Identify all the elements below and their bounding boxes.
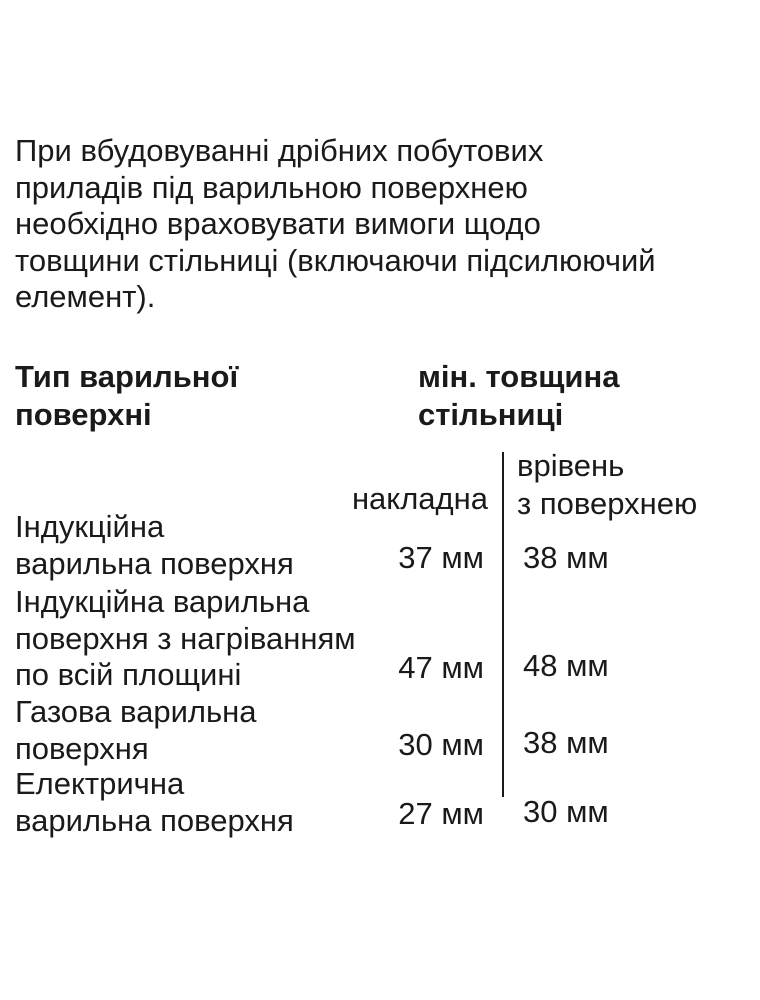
subheader-overlay: накладна <box>351 481 488 516</box>
header-cooktop-type: Тип варильної поверхні <box>15 359 239 432</box>
header-min-thickness: мін. товщина стільниці <box>418 359 620 432</box>
row-value-overlay-full-area-induction: 47 мм <box>398 650 484 685</box>
row-type-electric: Електрична варильна поверхня <box>15 766 294 838</box>
row-value-overlay-gas: 30 мм <box>398 727 484 762</box>
row-value-flush-gas: 38 мм <box>523 725 609 760</box>
row-value-flush-full-area-induction: 48 мм <box>523 648 609 683</box>
intro-paragraph: При вбудовуванні дрібних побутових приладів під варильною поверхнею необхідно враховувати вимоги щодо товщини стільниці (включаючи підсилюючий елемент). <box>15 133 656 314</box>
subheader-flush: врівень з поверхнею <box>517 448 698 521</box>
row-type-gas: Газова варильна поверхня <box>15 694 257 766</box>
row-value-flush-induction: 38 мм <box>523 540 609 575</box>
row-value-overlay-electric: 27 мм <box>398 796 484 831</box>
column-divider <box>502 452 504 797</box>
row-type-induction: Індукційна варильна поверхня <box>15 509 294 581</box>
row-type-full-area-induction: Індукційна варильна поверхня з нагріванням по всій площині <box>15 584 356 692</box>
row-value-overlay-induction: 37 мм <box>398 540 484 575</box>
row-value-flush-electric: 30 мм <box>523 794 609 829</box>
